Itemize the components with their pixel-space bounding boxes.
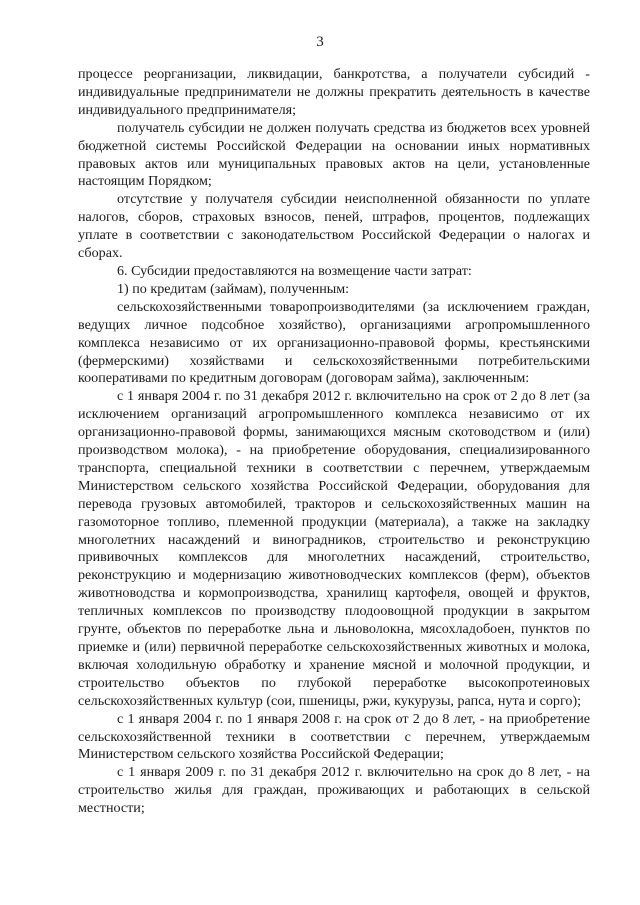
paragraph-loans-2004-2012: с 1 января 2004 г. по 31 декабря 2012 г. включительно на срок от 2 до 8 лет (за исключением организаций агропромышленного комплекса независимо от их организационно-правовой формы, занимающихся мясным скотоводством и (или) производством молока), - на приобретение оборудования, специализированного транспорта, специальной техники в соответствии с перечнем, утверждаемым Министерством сельского хозяйства Российской Федерации, оборудования для перевода грузовых автомобилей, тракторов и сельскохозяйственных машин на газомоторное топливо, племенной продукции (материала), а также на закладку многолетних насаждений и виноградников, строительство и реконструкцию прививочных комплексов для многолетних насаждений, строительство, реконструкцию и модернизацию животноводческих комплексов (ферм), объектов животноводства и кормопроизводства, хранилищ картофеля, овощей и фруктов, тепличных комплексов по производству плодоовощной продукции в закрытом грунте, объектов по переработке льна и льноволокна, мясохладобоен, пунктов по приемке и (или) первичной переработке сельскохозяйственных животных и молока, включая холодильную обработку и хранение мясной и молочной продукции, и строительство объектов по глубокой переработке высокопротеиновых сельскохозяйственных культур (сои, пшеницы, ржи, кукурузы, рапса, нута и сорго); xyxy=(78,388,590,709)
document-body xyxy=(78,66,590,818)
paragraph-reorganization-continuation: процессе реорганизации, ликвидации, банкротства, а получатели субсидий - индивидуальные предприниматели не должны прекратить деятельность в качестве индивидуального предпринимателя; xyxy=(78,66,590,118)
paragraph-loans-2009-2012-housing: с 1 января 2009 г. по 31 декабря 2012 г. включительно на срок до 8 лет, - на строительство жилья для граждан, проживающих и работающих в сельской местности; xyxy=(78,764,590,817)
paragraph-loans-2004-2008: с 1 января 2004 г. по 1 января 2008 г. на срок от 2 до 8 лет, - на приобретение сельскохозяйственной техники в соответствии с перечнем, утверждаемым Министерством сельского хозяйства Российской Федерации; xyxy=(78,710,590,763)
paragraph-section-6-heading: 6. Субсидии предоставляются на возмещение части затрат: xyxy=(117,262,472,279)
page-number: 3 xyxy=(316,34,324,50)
paragraph-no-budget-funds: получатель субсидии не должен получать средства из бюджетов всех уровней бюджетной системы Российской Федерации на основании иных нормативных правовых актов или муниципальных правовых актов на цели, установленные настоящим Порядком; xyxy=(78,119,590,190)
paragraph-no-tax-debt: отсутствие у получателя субсидии неисполненной обязанности по уплате налогов, сборов, страховых взносов, пеней, штрафов, процентов, подлежащих уплате в соответствии с законодательством Российской Федерации о налогах и сборах. xyxy=(78,191,590,262)
paragraph-item-1-loans: 1) по кредитам (займам), полученным: xyxy=(117,280,350,297)
paragraph-agricultural-producers: сельскохозяйственными товаропроизводителями (за исключением граждан, ведущих личное подсобное хозяйство), организациями агропромышленного комплекса независимо от их организационно-правовой формы, крестьянскими (фермерскими) хозяйствами и сельскохозяйственными потребительскими кооперативами по кредитным договорам (договорам займа), заключенным: xyxy=(78,298,590,387)
